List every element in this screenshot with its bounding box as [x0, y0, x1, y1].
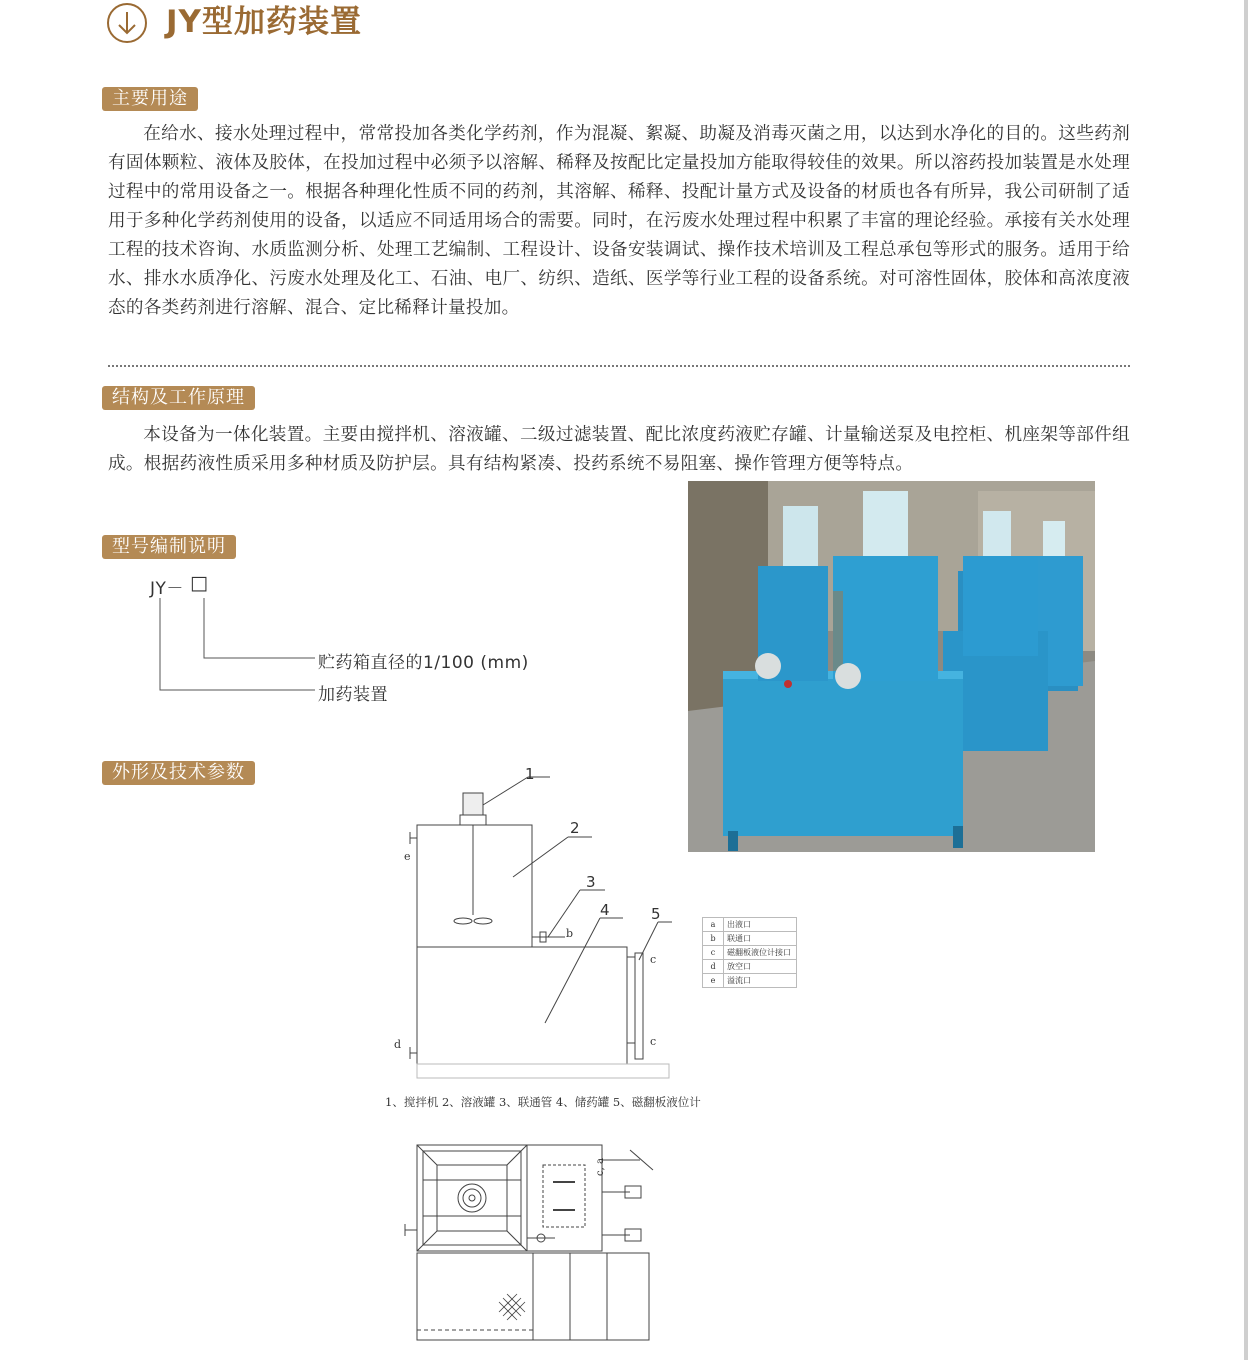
structure-paragraph: [108, 421, 1130, 479]
port-label-b: b: [566, 927, 574, 940]
model-code: JY－: [150, 579, 184, 599]
legend-value: 放空口: [724, 960, 797, 974]
drawing-caption: 1、搅拌机 2、溶液罐 3、联通管 4、储药罐 5、磁翻板液位计: [385, 1095, 701, 1109]
legend-value: 出液口: [724, 918, 797, 932]
legend-key: e: [703, 974, 724, 988]
section-divider: [108, 365, 1130, 367]
model-label-diameter: 贮药箱直径的1/100 (mm): [318, 653, 529, 673]
section-tag-model: 型号编制说明: [102, 535, 236, 559]
legend-row: [703, 960, 797, 974]
drawing-number-1: 1: [525, 765, 535, 783]
usage-text: 在给水、接水处理过程中，常常投加各类化学药剂，作为混凝、絮凝、助凝及消毒灭菌之用，以达到水净化的目的。这些药剂有固体颗粒、液体及胶体，在投加过程中必须予以溶解、稀释及按配比定量投加方能取得较佳的效果。所以溶药投加装置是水处理过程中的常用设备之一。根据各种理化性质不同的药剂，其溶解、稀释、投配计量方式及设备的材质也各有所异，我公司研制了适用于多种化学药剂使用的设备，以适应不同适用场合的需要。同时，在污废水处理过程中积累了丰富的理论经验。承接有关水处理工程的技术咨询、水质监测分析、处理工艺编制、工程设计、设备安装调试、操作技术培训及工程总承包等形式的服务。适用于给水、排水水质净化、污废水处理及化工、石油、电厂、纺织、造纸、医学等行业工程的设备系统。对可溶性固体，胶体和高浓度液态的各类药剂进行溶解、混合、定比稀释计量投加。: [108, 124, 1130, 318]
section-tag-structure: 结构及工作原理: [102, 386, 255, 410]
section-tag-usage: 主要用途: [102, 87, 198, 111]
port-label-c-top: c: [650, 953, 657, 966]
port-label-ca: c, a: [595, 1158, 606, 1176]
legend-key: a: [703, 918, 724, 932]
legend-key: c: [703, 946, 724, 960]
legend-key: b: [703, 932, 724, 946]
legend-value: 联通口: [724, 932, 797, 946]
drawing-number-2: 2: [570, 819, 580, 837]
plan-drawing: [395, 1130, 685, 1345]
page-title: JY型加药装置: [166, 4, 362, 40]
structure-text: 本设备为一体化装置。主要由搅拌机、溶液罐、二级过滤装置、配比浓度药液贮存罐、计量输送泵及电控柜、机座架等部件组成。根据药液性质采用多种材质及防护层。具有结构紧凑、投药系统不易阻塞、操作管理方便等特点。: [108, 425, 1130, 474]
legend-value: 溢流口: [724, 974, 797, 988]
legend-row: [703, 932, 797, 946]
drawing-number-3: 3: [586, 873, 596, 891]
legend-row: [703, 974, 797, 988]
legend-row: [703, 918, 797, 932]
model-diagram-lines: [150, 595, 320, 695]
drawing-number-4: 4: [600, 901, 610, 919]
drawing-number-5: 5: [651, 905, 661, 923]
legend-key: d: [703, 960, 724, 974]
section-tag-specs: 外形及技术参数: [102, 761, 255, 785]
port-legend-table: [702, 917, 797, 988]
model-label-device: 加药装置: [318, 685, 388, 705]
legend-row: [703, 946, 797, 960]
usage-paragraph: [108, 120, 1130, 323]
arrow-down-circle-icon: [106, 2, 148, 44]
port-label-c-bottom: c: [650, 1035, 657, 1048]
model-box: □: [190, 572, 209, 594]
legend-value: 磁翻板液位计接口: [724, 946, 797, 960]
page-edge-bar: [1244, 0, 1248, 1360]
port-label-d: d: [394, 1038, 402, 1051]
port-label-e: e: [404, 850, 411, 863]
